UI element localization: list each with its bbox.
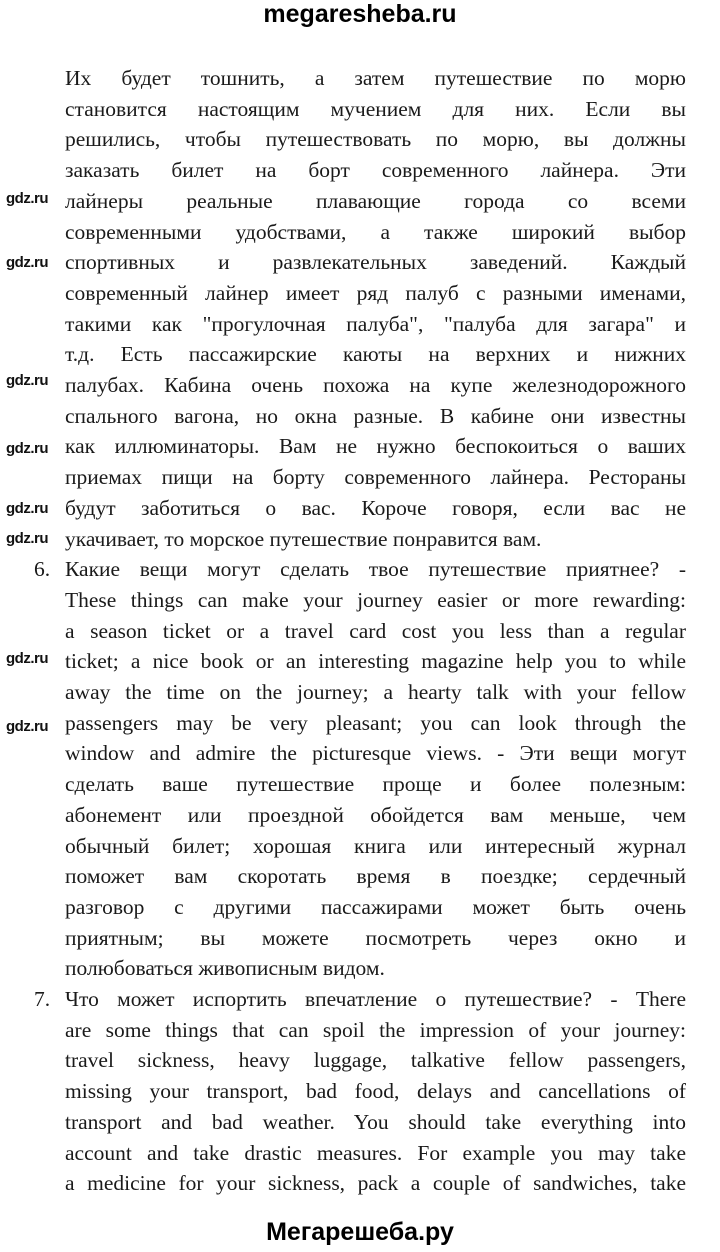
text-line: ticket; a nice book or an interesting magazine help you to while: [65, 649, 686, 674]
site-header: megaresheba.ru: [263, 0, 457, 28]
text-line: поможет вам скоротать время в поездке; сердечный: [65, 864, 686, 889]
watermark: gdz.ru: [6, 718, 48, 735]
text-line: обычный билет; хорошая книга или интересный журнал: [65, 833, 686, 858]
text-line: приемах пищи на борту современного лайнера. Рестораны: [65, 465, 686, 490]
text-line: travel sickness, heavy luggage, talkative fellow passengers,: [65, 1048, 686, 1073]
watermark: gdz.ru: [6, 254, 48, 271]
text-line: These things can make your journey easier or more rewarding:: [65, 587, 686, 612]
watermark: gdz.ru: [6, 440, 48, 457]
text-line: Что может испортить впечатление о путешествие? - There: [65, 987, 686, 1011]
text-line: сделать ваше путешествие проще и более полезным:: [65, 772, 686, 797]
text-line: спального вагона, но окна разные. В кабине они известны: [65, 403, 686, 428]
text-line: приятным; вы можете посмотреть через окно и: [65, 925, 686, 950]
text-line: такими как "прогулочная палуба", "палуба для загара" и: [65, 311, 686, 336]
watermark: gdz.ru: [6, 530, 48, 547]
watermark: gdz.ru: [6, 650, 48, 667]
text-line: заказать билет на борт современного лайнера. Эти: [65, 158, 686, 183]
site-footer: Мегарешеба.ру: [266, 1218, 454, 1246]
text-line: account and take drastic measures. For example you may take: [65, 1140, 686, 1165]
text-line: window and admire the picturesque views. - Эти вещи могут: [65, 741, 686, 766]
list-number: 6.: [34, 557, 51, 582]
text-line: разговор с другими пассажирами может быть очень: [65, 894, 686, 919]
text-line: a medicine for your sickness, pack a couple of sandwiches, take: [65, 1171, 686, 1196]
text-line: укачивает, то морское путешествие понравится вам.: [65, 526, 542, 551]
watermark: gdz.ru: [6, 372, 48, 389]
text-line: будут заботиться о вас. Короче говоря, если вас не: [65, 495, 686, 520]
text-line: спортивных и развлекательных заведений. Каждый: [65, 250, 686, 275]
watermark: gdz.ru: [6, 190, 48, 207]
text-line: становится настоящим мучением для них. Если вы: [65, 96, 686, 121]
list-number: 7.: [34, 987, 51, 1011]
text-line: современными удобствами, а также широкий выбор: [65, 219, 686, 244]
text-line: решились, чтобы путешествовать по морю, вы должны: [65, 127, 686, 152]
text-line: полюбоваться живописным видом.: [65, 956, 385, 981]
watermark: gdz.ru: [6, 500, 48, 517]
text-line: абонемент или проездной обойдется вам меньше, чем: [65, 802, 686, 827]
text-line: как иллюминаторы. Вам не нужно беспокоиться о ваших: [65, 434, 686, 459]
text-line: passengers may be very pleasant; you can look through the: [65, 710, 686, 735]
text-line: т.д. Есть пассажирские каюты на верхних и нижних: [65, 342, 686, 367]
text-line: палубах. Кабина очень похожа на купе железнодорожного: [65, 373, 686, 397]
text-line: Их будет тошнить, а затем путешествие по морю: [65, 66, 686, 90]
text-line: missing your transport, bad food, delays and cancellations of: [65, 1079, 686, 1104]
text-line: лайнеры реальные плавающие города со всеми: [65, 188, 686, 213]
text-line: are some things that can spoil the impression of your journey:: [65, 1017, 686, 1042]
text-line: a season ticket or a travel card cost you less than a regular: [65, 618, 686, 643]
text-line: away the time on the journey; a hearty talk with your fellow: [65, 680, 686, 704]
text-line: transport and bad weather. You should take everything into: [65, 1109, 686, 1134]
text-line: современный лайнер имеет ряд палуб с разными именами,: [65, 280, 686, 305]
text-line: Какие вещи могут сделать твое путешествие приятнее? -: [65, 557, 686, 582]
